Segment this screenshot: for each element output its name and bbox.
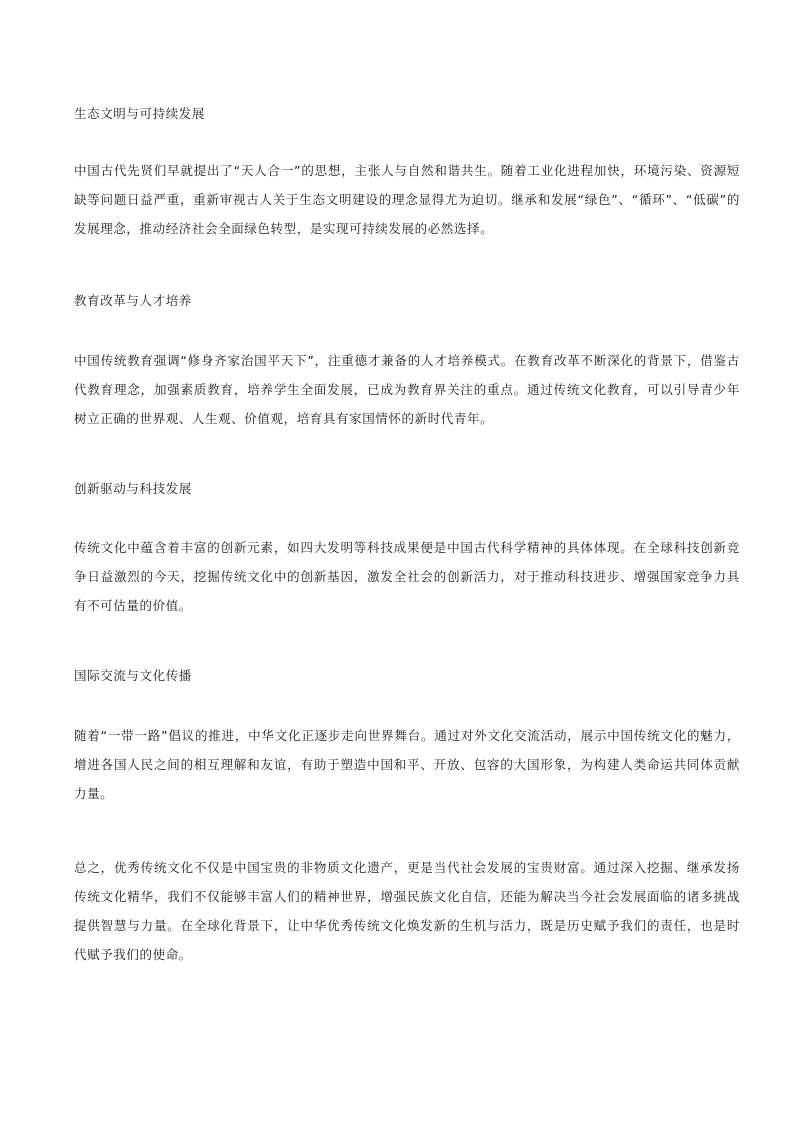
conclusion-paragraph: 总之，优秀传统文化不仅是中国宝贵的非物质文化遗产，更是当代社会发展的宝贵财富。通过深入挖掘、继承发扬传统文化精华，我们不仅能够丰富人们的精神世界，增强民族文化自信，还能为解决当今社会发展面临的诸多挑战提供智慧与力量。在全球化背景下，让中华优秀传统文化焕发新的生机与活力，既是历史赋予我们的责任，也是时代赋予我们的使命。 [74, 860, 740, 962]
section-paragraph-ecology: 中国古代先贤们早就提出了“天人合一”的思想，主张人与自然和谐共生。随着工业化进程加快，环境污染、资源短缺等问题日益严重，重新审视古人关于生态文明建设的理念显得尤为迫切。继承和发展“绿色”、“循环”、“低碳”的发展理念，推动经济社会全面绿色转型，是实现可持续发展的必然选择。 [74, 163, 740, 236]
section-heading-innovation: 创新驱动与科技发展 [74, 481, 192, 496]
section-paragraph-education: 中国传统教育强调“修身齐家治国平天下”，注重德才兼备的人才培养模式。在教育改革不断深化的背景下，借鉴古代教育理念，加强素质教育，培养学生全面发展，已成为教育界关注的重点。通过传统文化教育，可以引导青少年树立正确的世界观、人生观、价值观，培育具有家国情怀的新时代青年。 [74, 353, 740, 426]
section-heading-education: 教育改革与人才培养 [74, 293, 192, 308]
section-heading-international: 国际交流与文化传播 [74, 668, 192, 683]
section-paragraph-innovation: 传统文化中蕴含着丰富的创新元素，如四大发明等科技成果便是中国古代科学精神的具体体现。在全球科技创新竞争日益激烈的今天，挖掘传统文化中的创新基因，激发全社会的创新活力，对于推动科技进步、增强国家竞争力具有不可估量的价值。 [74, 540, 740, 613]
section-paragraph-international: 随着“一带一路”倡议的推进，中华文化正逐步走向世界舞台。通过对外文化交流活动，展示中国传统文化的魅力，增进各国人民之间的相互理解和友谊，有助于塑造中国和平、开放、包容的大国形象，为构建人类命运共同体贡献力量。 [74, 728, 740, 801]
section-heading-ecology: 生态文明与可持续发展 [74, 106, 206, 121]
